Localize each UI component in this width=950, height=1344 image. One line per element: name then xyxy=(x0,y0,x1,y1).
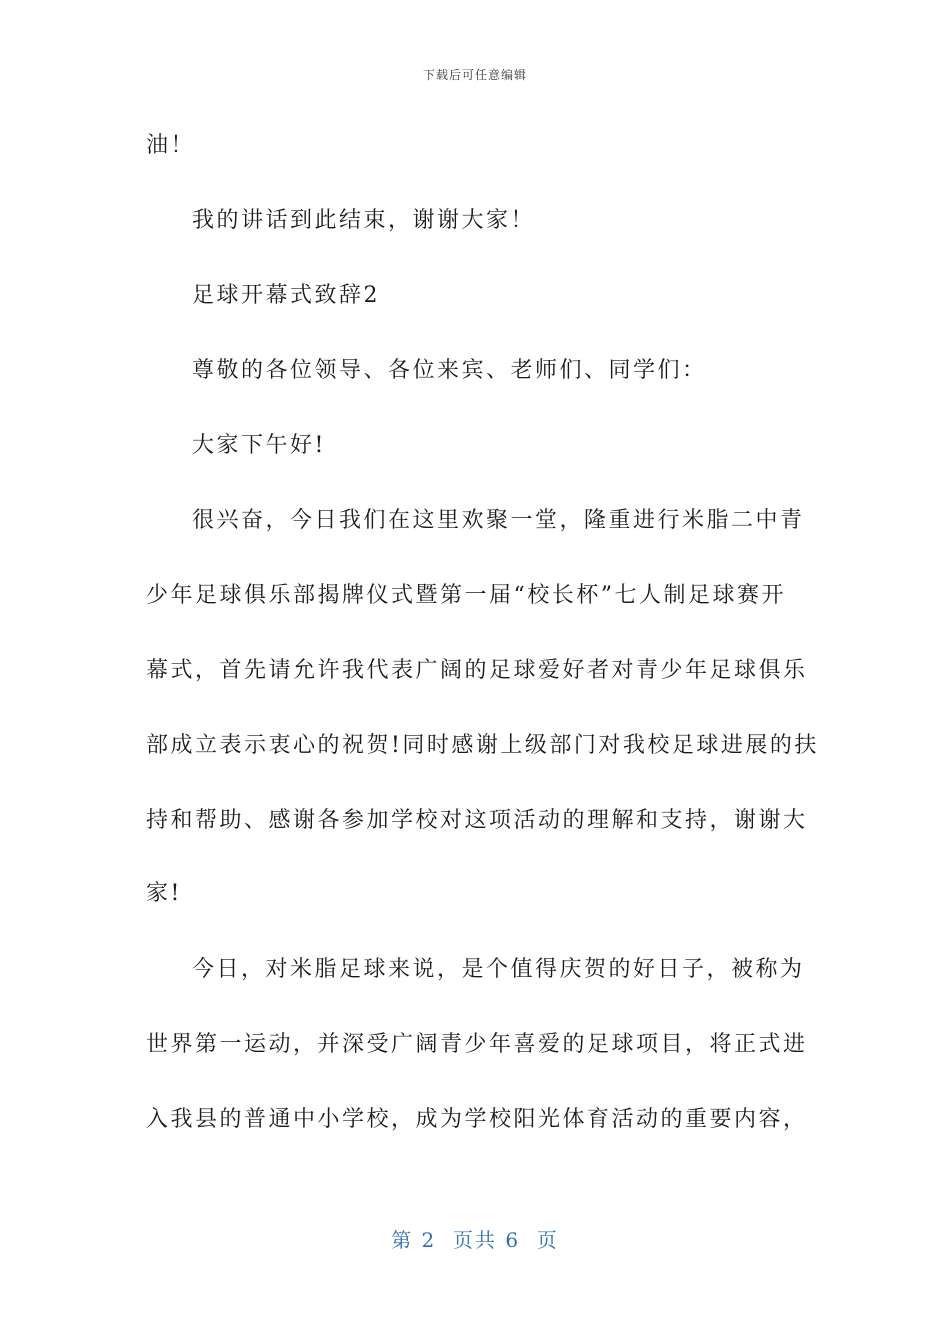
text-line: 今日，对米脂足球来说，是个值得庆贺的好日子，被称为 xyxy=(192,957,805,982)
text-line: 很兴奋，今日我们在这里欢聚一堂，隆重进行米脂二中青 xyxy=(192,508,805,533)
text-line: 我的讲话到此结束，谢谢大家！ xyxy=(192,208,536,233)
text-line: 部成立表示衷心的祝贺!同时感谢上级部门对我校足球进展的扶 xyxy=(146,733,819,758)
text-line: 少年足球俱乐部揭牌仪式暨第一届“校长杯”七人制足球赛开 xyxy=(146,583,786,608)
page-header: 下载后可任意编辑 xyxy=(422,68,527,82)
text-line: 持和帮助、感谢各参加学校对这项活动的理解和支持，谢谢大 xyxy=(146,808,808,833)
section-title: 足球开幕式致辞2 xyxy=(192,283,380,308)
text-line: 大家下午好! xyxy=(192,433,326,458)
text-line: 世界第一运动，并深受广阔青少年喜爱的足球项目，将正式进 xyxy=(146,1032,808,1057)
text-line: 家! xyxy=(146,881,182,906)
page-number: 第 2 页共 6 页 xyxy=(391,1228,559,1252)
text-line: 幕式，首先请允许我代表广阔的足球爱好者对青少年足球俱乐 xyxy=(146,658,808,683)
text-line: 油！ xyxy=(146,133,196,158)
text-line: 尊敬的各位领导、各位来宾、老师们、同学们： xyxy=(192,358,707,383)
text-line: 入我县的普通中小学校，成为学校阳光体育活动的重要内容， xyxy=(146,1107,808,1132)
